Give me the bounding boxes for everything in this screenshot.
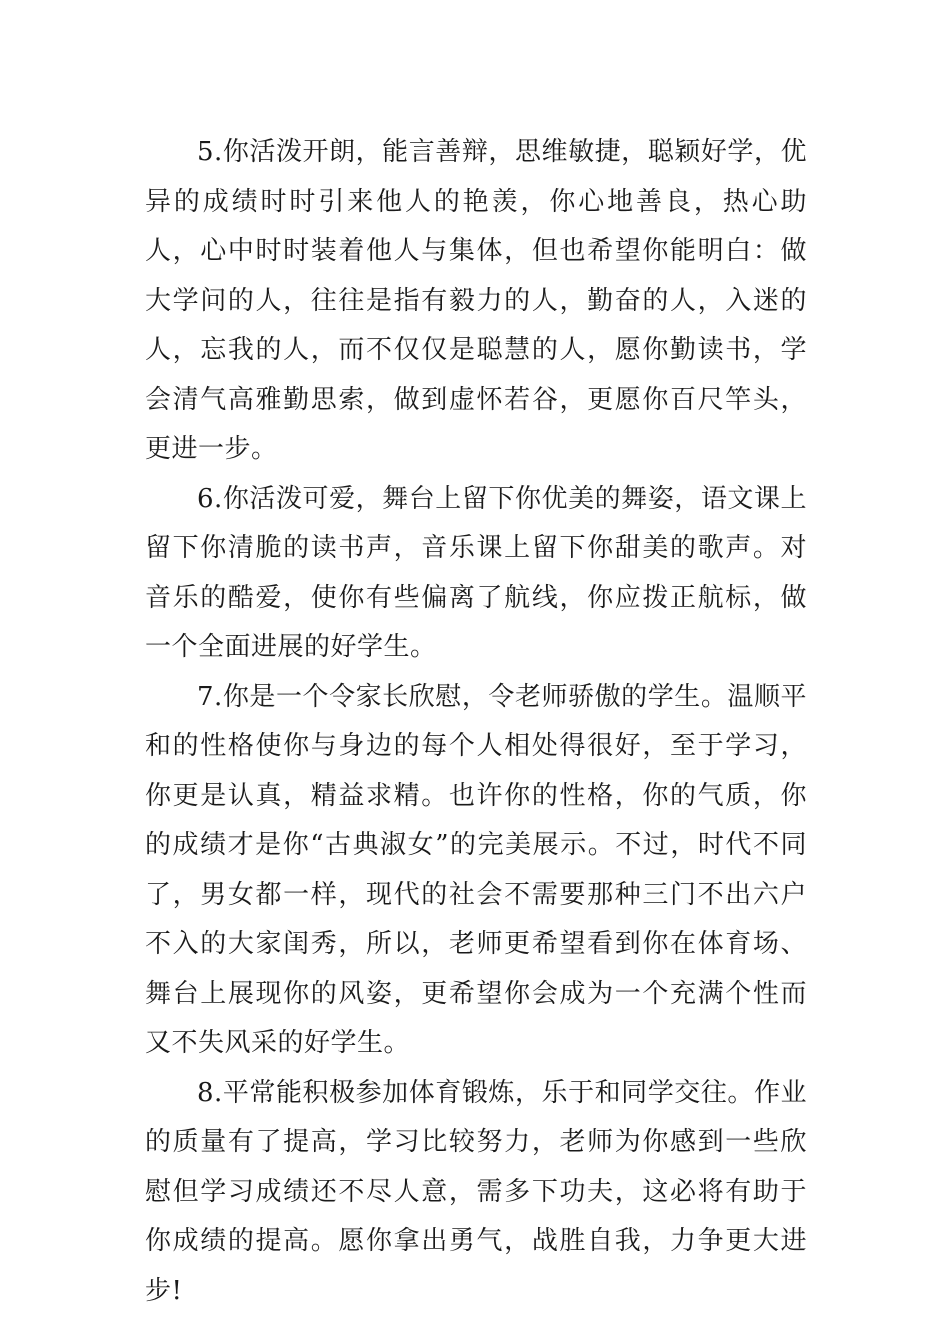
paragraph-6: 6.你活泼可爱，舞台上留下你优美的舞姿，语文课上留下你清脆的读书声，音乐课上留下你甜美的歌声。对音乐的酷爱，使你有些偏离了航线，你应拨正航标，做一个全面进展的好学生。 <box>145 483 807 662</box>
paragraph-5: 5.你活泼开朗，能言善辩，思维敏捷，聪颖好学，优异的成绩时时引来他人的艳羡，你心地善良，热心助人，心中时时装着他人与集体，但也希望你能明白：做大学问的人，往往是指有毅力的人，勤奋的人，入迷的人，忘我的人，而不仅仅是聪慧的人，愿你勤读书，学会清气高雅勤思索，做到虚怀若谷，更愿你百尺竿头，更进一步。 <box>145 137 807 464</box>
paragraph-7: 7.你是一个令家长欣慰，令老师骄傲的学生。温顺平和的性格使你与身边的每个人相处得很好，至于学习，你更是认真，精益求精。也许你的性格，你的气质，你的成绩才是你“古典淑女”的完美展示。不过，时代不同了，男女都一样，现代的社会不需要那种三门不出六户不入的大家闺秀，所以，老师更希望看到你在体育场、舞台上展现你的风姿，更希望你会成为一个充满个性而又不失风采的好学生。 <box>145 681 807 1058</box>
paragraph-8: 8.平常能积极参加体育锻炼，乐于和同学交往。作业的质量有了提高，学习比较努力，老师为你感到一些欣慰但学习成绩还不尽人意，需多下功夫，这必将有助于你成绩的提高。愿你拿出勇气，战胜自我，力争更大进步! <box>145 1077 807 1306</box>
document-body <box>145 128 807 1316</box>
